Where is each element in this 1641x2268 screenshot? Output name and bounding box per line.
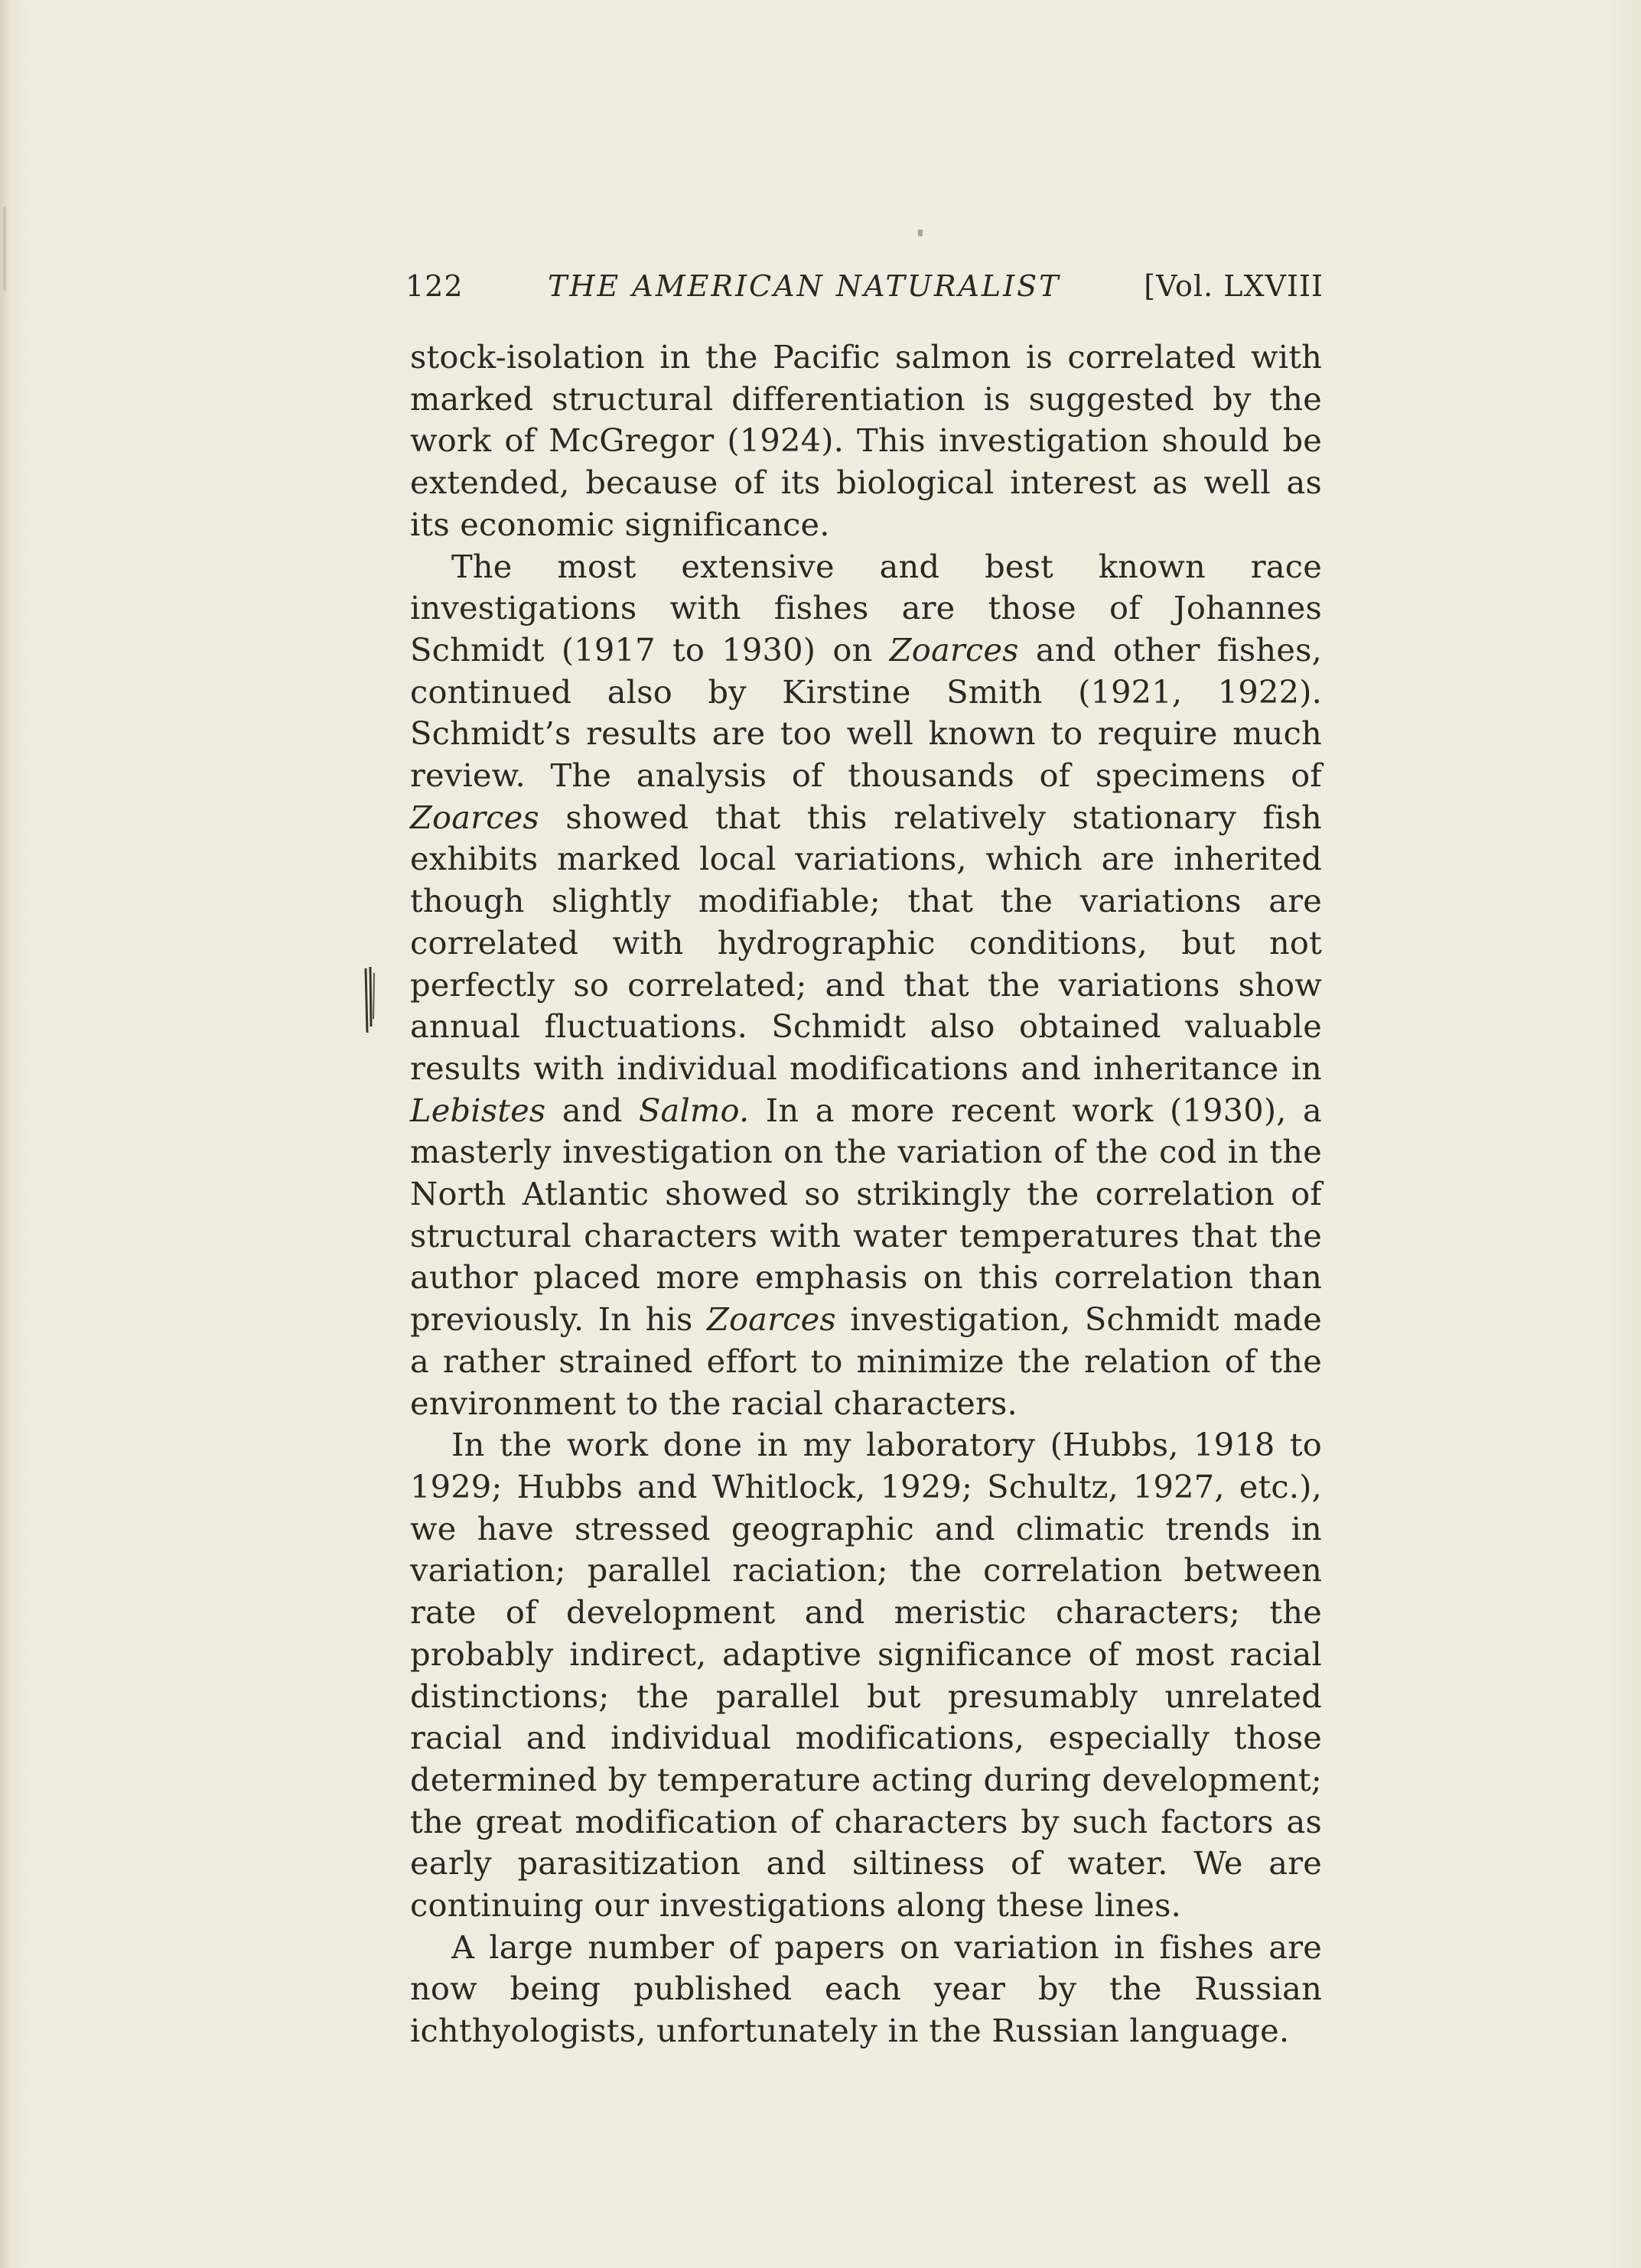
binding-mark bbox=[3, 207, 6, 291]
pencil-margin-mark bbox=[361, 965, 379, 1036]
species-name: Salmo. bbox=[638, 1091, 750, 1129]
text-run: and bbox=[545, 1091, 639, 1129]
species-name: Lebistes bbox=[410, 1091, 546, 1129]
dust-mark bbox=[918, 229, 923, 236]
page-number: 122 bbox=[405, 269, 464, 303]
running-header bbox=[405, 269, 1324, 315]
text-run: showed that this relatively stationary fish exhibits marked local variations, which are inherited though slightly modifiable; that the variations are correlated with hydrographic conditions, but not perfectly so correlated; and that the variations show annual fluctuations. Schmidt also obtained valuable results with individual modifications and inheritance in bbox=[410, 798, 1322, 1087]
paragraph: stock-isolation in the Pacific salmon is correlated with marked structural differentiation is suggested by the work of McGregor (1924). This investigation should be extended, because of its biological interest as well as its economic significance. bbox=[410, 338, 1322, 543]
text-run: investigation, Schmidt made a rather strained effort to minimize the relation of the environment to the racial characters. bbox=[410, 1300, 1322, 1422]
page-edge-shadow bbox=[0, 0, 11, 2268]
paragraph: In the work done in my laboratory (Hubbs, 1918 to 1929; Hubbs and Whitlock, 1929; Schultz, 1927, etc.), we have stressed geographic and climatic trends in variation; parallel raciation; the correlation between rate of development and meristic characters; the probably indirect, adaptive significance of most racial distinctions; the parallel but presumably unrelated racial and individual modifications, especially those determined by temperature acting during development; the great modification of characters by such factors as early parasitization and siltiness of water. We are continuing our investigations along these lines. bbox=[410, 1426, 1322, 1925]
journal-title: THE AMERICAN NATURALIST bbox=[548, 269, 1061, 303]
paragraph bbox=[410, 546, 1322, 1425]
species-name: Zoarces bbox=[706, 1300, 836, 1339]
species-name: Zoarces bbox=[889, 630, 1019, 669]
species-name: Zoarces bbox=[410, 798, 539, 836]
text-run: In a more recent work (1930), a masterly investigation on the variation of the cod in the North Atlantic showed so strikingly the correlation of structural characters with water temperatures that the author placed more emphasis on this correlation than previously. In his bbox=[410, 1091, 1322, 1339]
paragraph: A large number of papers on variation in fishes are now being published each year by the Russian ichthyologists, unfortunately in the Russian language. bbox=[410, 1928, 1322, 2050]
text-run: The most extensive and best known race investigations with fishes are those of Johannes Schmidt (1917 to 1930) on bbox=[410, 547, 1322, 669]
body-text bbox=[410, 337, 1322, 2052]
text-run: and other fishes, continued also by Kirstine Smith (1921, 1922). Schmidt’s results are too well known to require much review. The analysis of thousands of specimens of bbox=[410, 630, 1322, 795]
volume-label: [Vol. LXVIII bbox=[1144, 269, 1324, 303]
